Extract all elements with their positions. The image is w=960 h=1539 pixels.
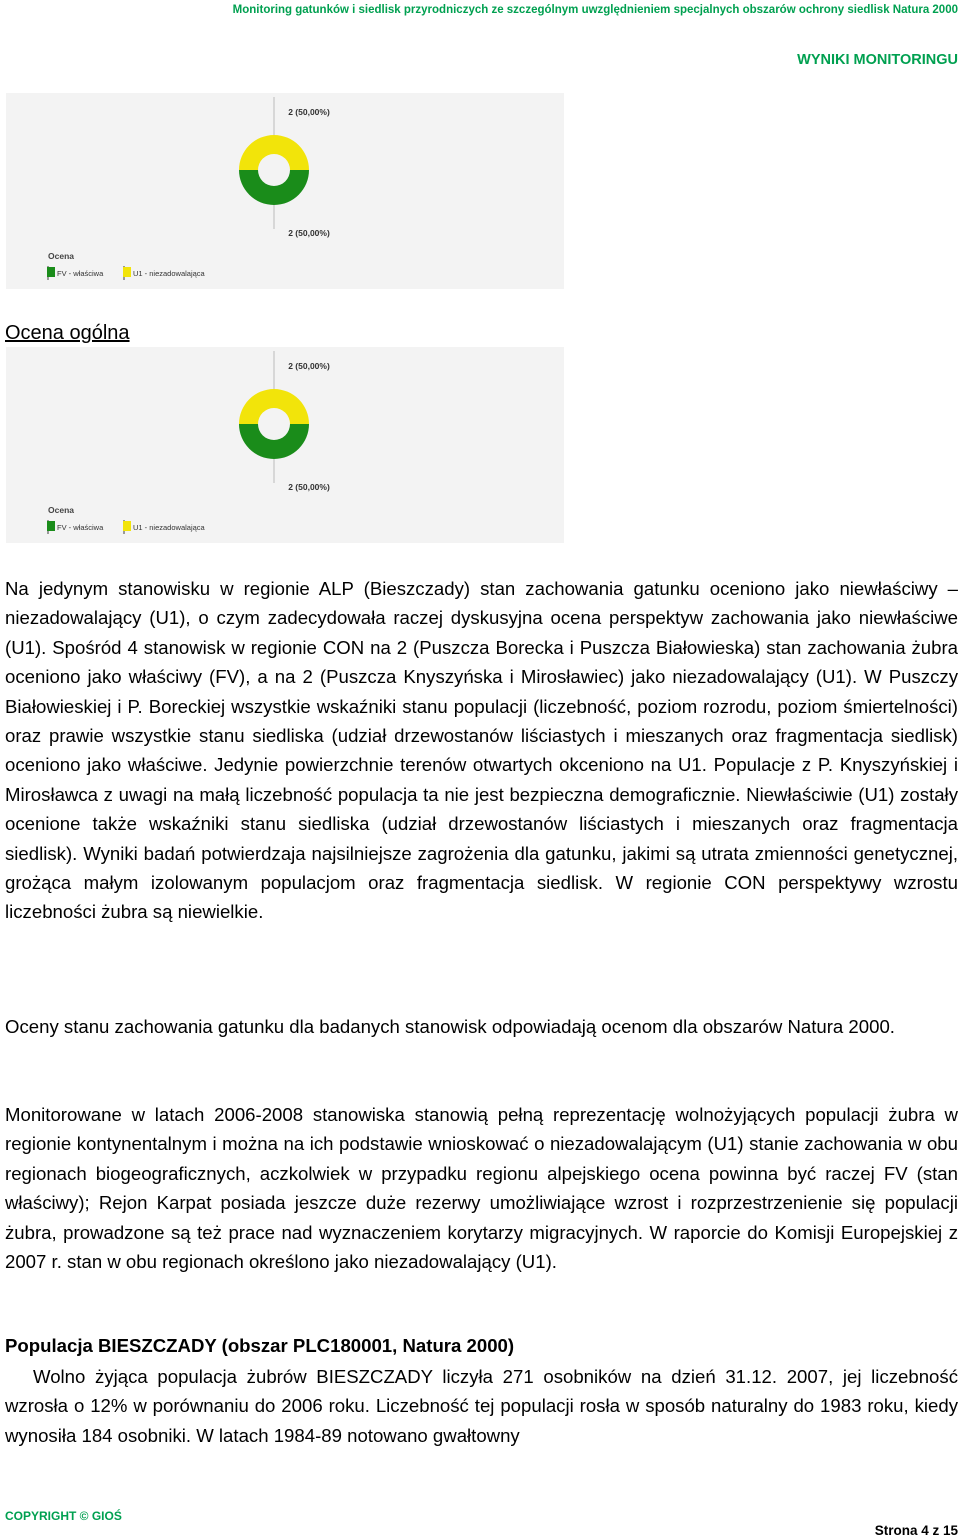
legend-swatch [123, 521, 131, 531]
legend-entry: U1 - niezadowalająca [133, 269, 205, 278]
legend-entry: FV - właściwa [57, 269, 104, 278]
pie-slice-2 [239, 424, 309, 459]
slice-label-top: 2 (50,00%) [288, 361, 330, 371]
assessment-pie-chart-1 [6, 93, 564, 289]
section-title: WYNIKI MONITORINGU [797, 52, 958, 68]
slice-label-top: 2 (50,00%) [288, 107, 330, 117]
legend-title: Ocena [48, 251, 74, 261]
slice-label-bottom: 2 (50,00%) [288, 228, 330, 238]
pie-chart-svg [6, 93, 564, 289]
assessment-pie-chart-2 [6, 347, 564, 543]
legend-swatch [47, 521, 55, 531]
paragraph-natura-2000: Oceny stanu zachowania gatunku dla badanych stanowisk odpowiadają ocenom dla obszarów Natura 2000. [5, 1016, 895, 1037]
pie-chart-svg [6, 347, 564, 543]
legend-entry: FV - właściwa [57, 523, 104, 532]
paragraph-regional-assessment: Na jedynym stanowisku w regionie ALP (Bieszczady) stan zachowania gatunku oceniono jako niewłaściwy – niezadowalający (U1), o czym zadecydowała raczej dyskusyjna ocena perspektyw zachowania jako niewłaściwe (U1). Spośród 4 stanowisk w regionie CON na 2 (Puszcza Borecka i Puszcza Białowieska) stan zachowania żubra oceniono jako właściwy (FV), a na 2 (Puszcza Knyszyńska i Mirosławiec) jako niezadowalający (U1). W Puszczy Białowieskiej i P. Boreckiej wszystkie wskaźniki stanu populacji (liczebność, poziom rozrodu, poziom śmiertelności) oraz prawie wszystkie stanu siedliska (udział drzewostanów liściastych i mieszanych oraz fragmentacja siedlisk) oceniono jako właściwe. Jedynie powierzchnie terenów otwartych okceniono na U1. Populacje z P. Knyszyńskiej i Mirosławca z uwagi na małą liczebność populacja ta nie jest bezpieczna demograficznie. Niewłaściwie (U1) zostały ocenione także wskaźniki stanu siedliska (udział drzewostanów liściastych i mieszanych oraz fragmentacja siedlisk). Wyniki badań potwierdzaja najsilniejsze zagrożenia dla gatunku, jakimi są utrata zmienności genetycznej, grożąca małym izolowanym populacjom oraz fragmentacja siedlisk. W regionie CON perspektywy wzrostu liczebności żubra są niewielkie. [5, 578, 958, 923]
legend-swatch [47, 267, 55, 277]
legend-title: Ocena [48, 505, 74, 515]
footer-copyright: COPYRIGHT © GIOŚ [5, 1509, 122, 1523]
paragraph-population-bieszczady: Wolno żyjąca populacja żubrów BIESZCZADY liczyła 271 osobników na dzień 31.12. 2007, jej liczebność wzrosła o 12% w porównaniu do 2006 roku. Liczebność tej populacji rosła w sposób naturalny do 1983 roku, kiedy wynosiła 184 osobniki. W latach 1984-89 notowano gwałtowny [5, 1366, 958, 1446]
pie-slice-2 [239, 170, 309, 205]
document-header-title: Monitoring gatunków i siedlisk przyrodniczych ze szczególnym uwzględnieniem specjalnych obszarów ochrony siedlisk Natura 2000 [232, 4, 958, 16]
slice-label-bottom: 2 (50,00%) [288, 482, 330, 492]
footer-page-number: Strona 4 z 15 [874, 1523, 958, 1538]
heading-overall-assessment: Ocena ogólna [5, 322, 130, 344]
paragraph-monitoring-summary: Monitorowane w latach 2006-2008 stanowiska stanowią pełną reprezentację wolnożyjących populacji żubra w regionie kontynentalnym i można na ich podstawie wnioskować o niezadowalającym (U1) stanie zachowania w obu regionach biogeograficznych, aczkolwiek w przypadku regionu alpejskiego ocena powinna być raczej FV (stan właściwy); Rejon Karpat posiada jeszcze duże rezerwy umożliwiające wzrost i rozprzestrzenienie się populacji żubra, prowadzone są też prace nad wyznaczeniem korytarzy migracyjnych. W raporcie do Komisji Europejskiej z 2007 r. stan w obu regionach określono jako niezadowalający (U1). [5, 1104, 958, 1273]
legend-swatch [123, 267, 131, 277]
pie-slice-1 [239, 135, 309, 170]
heading-population-bieszczady: Populacja BIESZCZADY (obszar PLC180001, Natura 2000) [5, 1335, 515, 1356]
legend-entry: U1 - niezadowalająca [133, 523, 205, 532]
pie-slice-1 [239, 389, 309, 424]
